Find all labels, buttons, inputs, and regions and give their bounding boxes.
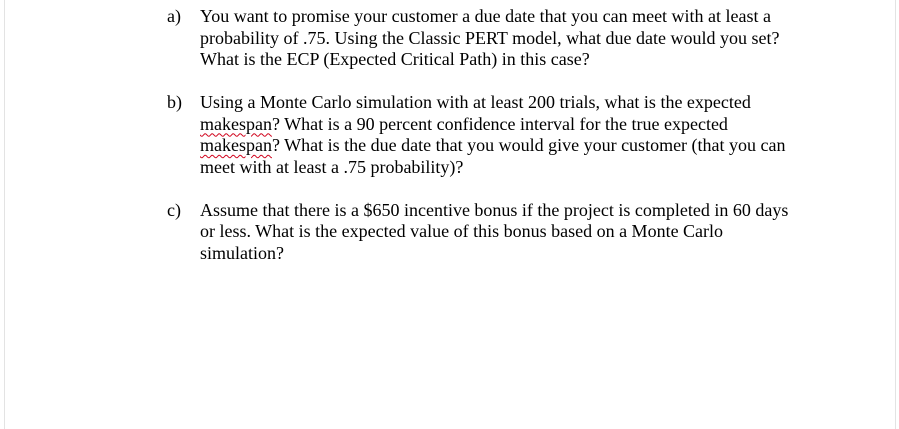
text-line [200,28,827,50]
text-run: probability of .75. Using the Classic PERT model, what due date would you set? [200,27,780,48]
question-text [200,6,827,71]
question-text [200,200,827,265]
text-run: meet with at least a .75 probability)? [200,156,464,177]
text-line [200,200,827,222]
page-right-edge [895,0,896,429]
text-run: simulation? [200,242,284,263]
question-marker: b) [167,92,182,112]
question-marker: c) [167,199,181,220]
question-text [200,92,827,178]
spellcheck-flagged-word[interactable]: makespan [200,113,272,134]
text-line [200,114,827,136]
page-left-edge [4,0,5,429]
text-line [200,243,827,265]
spellcheck-flagged-word[interactable]: makespan [200,135,272,155]
text-run: ? What is a 90 percent confidence interval for the true expected [271,113,728,134]
text-run: Using a Monte Carlo simulation with at least 200 trials, what is the expected [200,92,751,112]
text-run: What is the ECP (Expected Critical Path) in this case? [200,49,590,69]
text-line [200,135,827,157]
text-run: You want to promise your customer a due date that you can meet with at least a [200,6,772,26]
text-line [200,6,827,28]
question-c [167,200,827,265]
question-marker: a) [167,6,181,26]
text-run: ? What is the due date that you would give your customer (that you can [271,135,786,155]
text-line [200,49,827,71]
question-a [167,6,827,71]
question-list [167,6,827,264]
text-run: Assume that there is a $650 incentive bonus if the project is completed in 60 days [200,199,789,220]
text-run: or less. What is the expected value of this bonus based on a Monte Carlo [200,221,724,241]
text-line [200,92,827,114]
text-line [200,221,827,243]
text-line [200,157,827,179]
question-b [167,92,827,178]
